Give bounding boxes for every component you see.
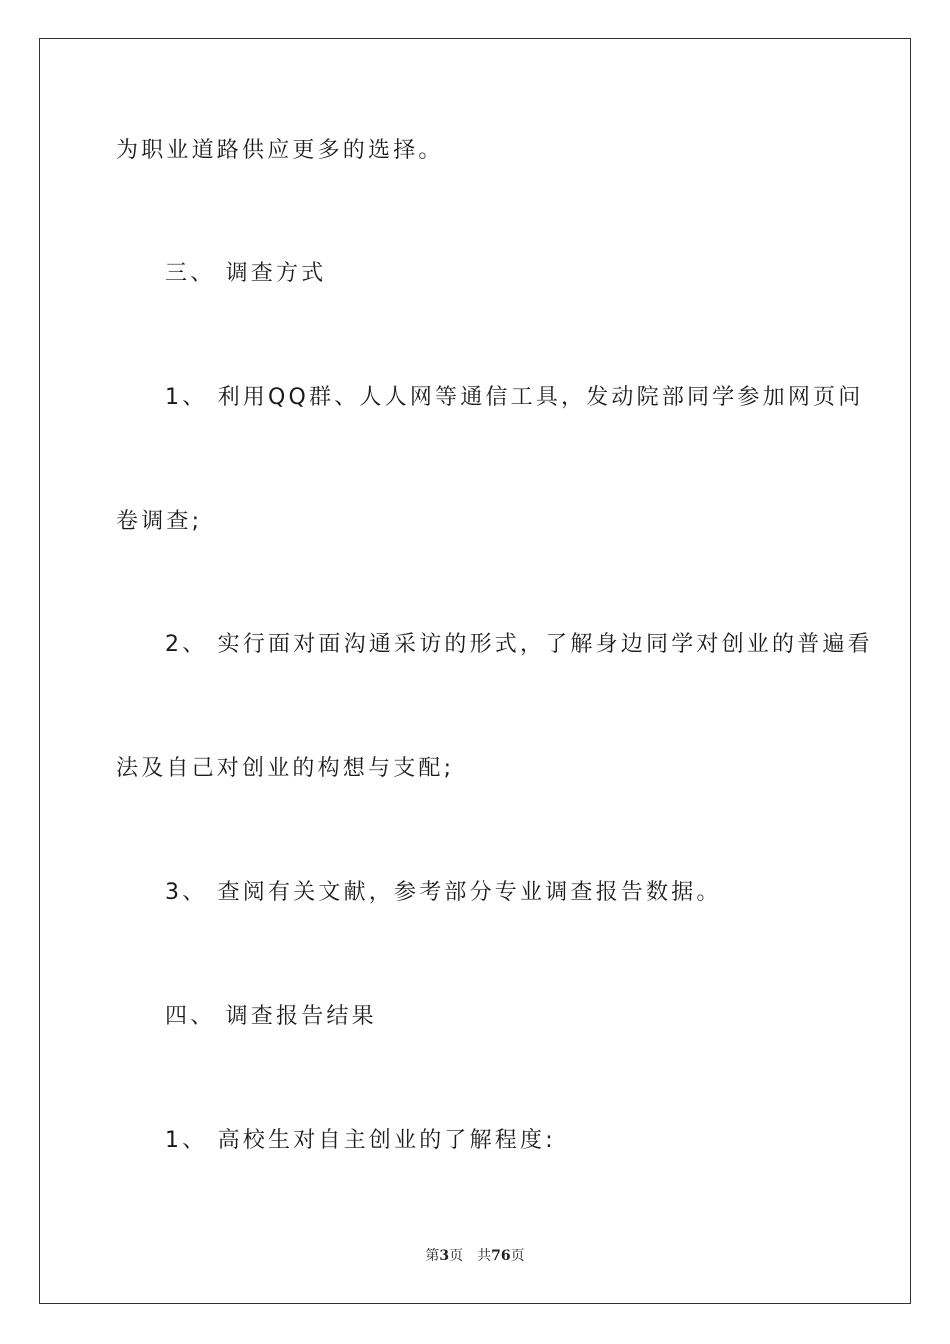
list-item-text: 1、 利用QQ群、人人网等通信工具，发动院部同学参加网页问 bbox=[165, 385, 864, 410]
body-text-line: 法及自己对创业的构想与支配; bbox=[116, 756, 455, 781]
page-footer bbox=[0, 1246, 950, 1266]
list-item-text: 1、 高校生对自主创业的了解程度: bbox=[165, 1128, 556, 1153]
footer-page-number: 3 bbox=[439, 1248, 450, 1264]
footer-page-prefix: 第 bbox=[425, 1248, 440, 1264]
list-item-text: 3、 查阅有关文献，参考部分专业调查报告数据。 bbox=[165, 880, 722, 905]
body-text-line: 卷调查; bbox=[116, 509, 203, 534]
list-item-text: 2、 实行面对面沟通采访的形式，了解身边同学对创业的普遍看 bbox=[165, 632, 873, 657]
section-heading: 三、 调查方式 bbox=[165, 261, 327, 286]
section-heading: 四、 调查报告结果 bbox=[165, 1004, 377, 1029]
footer-total-pages: 76 bbox=[491, 1248, 511, 1264]
footer-total-prefix: 共 bbox=[477, 1248, 492, 1264]
footer-total-suffix: 页 bbox=[510, 1248, 525, 1264]
page-border bbox=[39, 38, 911, 1304]
body-text-line: 为职业道路供应更多的选择。 bbox=[116, 138, 444, 163]
footer-page-suffix: 页 bbox=[449, 1248, 464, 1264]
